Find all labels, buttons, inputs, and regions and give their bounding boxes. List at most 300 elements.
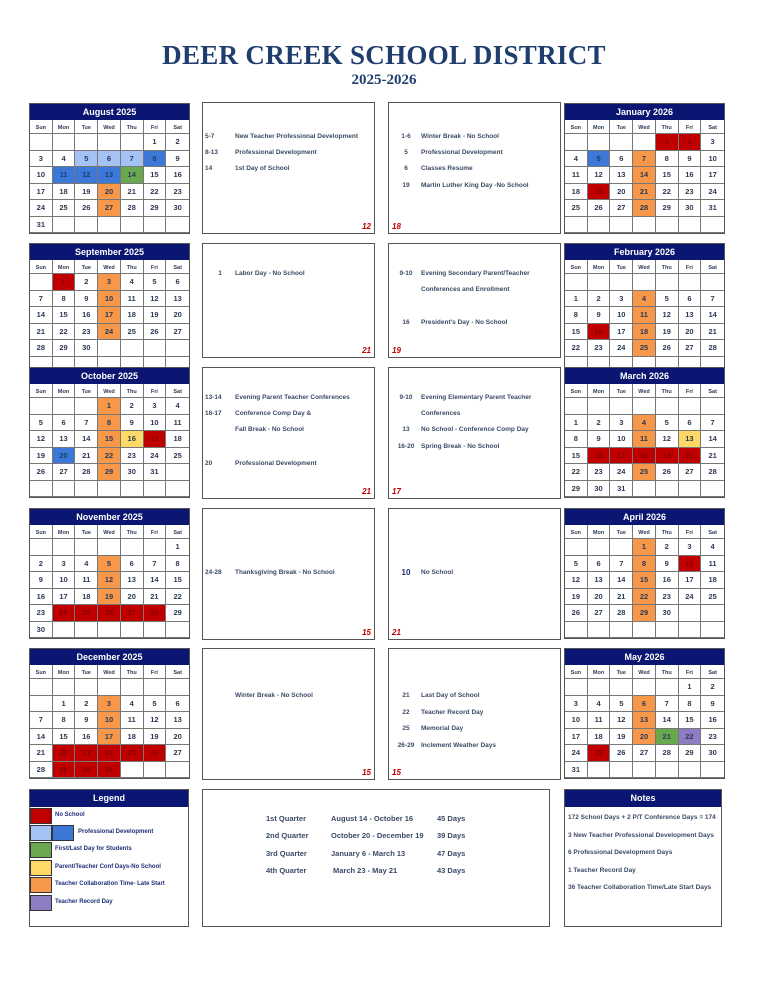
event-date: 1	[218, 270, 222, 277]
day-cell: 26	[565, 605, 588, 622]
weekday-header: Fri	[679, 260, 702, 274]
day-cell: 28	[121, 200, 144, 217]
day-cell: 12	[565, 572, 588, 589]
weekday-header: Sat	[166, 384, 189, 398]
empty-cell	[98, 217, 121, 234]
empty-cell	[121, 762, 144, 779]
empty-cell	[701, 398, 724, 415]
day-cell: 8	[144, 151, 167, 168]
event-text: Thanksgiving Break - No School	[235, 569, 335, 576]
empty-cell	[144, 679, 167, 696]
day-cell: 16	[121, 431, 144, 448]
event-text: Conferences and Enrollment	[421, 286, 510, 293]
weekday-header: Wed	[98, 665, 121, 679]
day-cell: 26	[144, 324, 167, 341]
day-cell: 10	[98, 291, 121, 308]
day-cell: 22	[98, 448, 121, 465]
day-cell: 31	[30, 217, 53, 234]
calendar-december-2025	[29, 648, 190, 779]
empty-cell	[565, 217, 588, 234]
day-cell: 1	[53, 274, 76, 291]
quarter-3-days: 47 Days	[437, 849, 466, 858]
day-cell: 17	[98, 307, 121, 324]
empty-cell	[679, 605, 702, 622]
empty-cell	[633, 217, 656, 234]
weekday-header: Sun	[565, 260, 588, 274]
day-cell: 3	[679, 539, 702, 556]
day-cell: 24	[565, 745, 588, 762]
day-cell: 27	[53, 464, 76, 481]
day-cell: 1	[53, 696, 76, 713]
weekday-header: Tue	[75, 665, 98, 679]
empty-cell	[121, 340, 144, 357]
day-cell: 19	[144, 729, 167, 746]
day-cell: 22	[565, 464, 588, 481]
day-cell: 21	[633, 184, 656, 201]
empty-cell	[30, 679, 53, 696]
weekday-header: Fri	[144, 525, 167, 539]
empty-cell	[30, 539, 53, 556]
events-september	[202, 243, 375, 358]
empty-cell	[98, 340, 121, 357]
weekday-header: Wed	[98, 120, 121, 134]
events-december	[202, 648, 375, 780]
day-cell: 16	[30, 589, 53, 606]
day-cell: 19	[610, 729, 633, 746]
event-text: Fall Break - No School	[235, 426, 304, 433]
day-cell: 1	[565, 291, 588, 308]
day-cell: 24	[610, 340, 633, 357]
quarter-3-range: January 6 - March 13	[331, 849, 406, 858]
day-cell: 24	[144, 448, 167, 465]
day-cell: 11	[588, 712, 611, 729]
event-text: New Teacher Professional Development	[235, 133, 359, 140]
day-cell: 25	[53, 200, 76, 217]
empty-cell	[633, 762, 656, 779]
weekday-header: Tue	[610, 384, 633, 398]
day-cell: 28	[701, 340, 724, 357]
day-cell: 7	[701, 415, 724, 432]
day-cell: 2	[588, 415, 611, 432]
weekday-header: Mon	[588, 665, 611, 679]
weekday-header: Sun	[565, 120, 588, 134]
empty-cell	[75, 622, 98, 639]
empty-cell	[98, 622, 121, 639]
month-title: January 2026	[565, 104, 724, 120]
month-title: November 2025	[30, 509, 189, 525]
day-cell: 27	[98, 200, 121, 217]
school-day-count: 15	[362, 768, 371, 777]
weekday-header: Fri	[144, 120, 167, 134]
weekday-header: Sat	[166, 525, 189, 539]
weekday-header: Mon	[588, 120, 611, 134]
day-cell: 11	[121, 712, 144, 729]
day-cell: 16	[588, 448, 611, 465]
empty-cell	[701, 605, 724, 622]
day-cell: 12	[144, 712, 167, 729]
day-cell: 8	[565, 307, 588, 324]
empty-cell	[588, 539, 611, 556]
school-day-count: 17	[392, 487, 401, 496]
day-cell: 12	[30, 431, 53, 448]
day-cell: 4	[701, 539, 724, 556]
day-cell: 2	[30, 556, 53, 573]
day-cell: 17	[679, 572, 702, 589]
day-cell: 17	[610, 324, 633, 341]
empty-cell	[144, 340, 167, 357]
empty-cell	[656, 622, 679, 639]
day-cell: 2	[656, 539, 679, 556]
day-cell: 15	[166, 572, 189, 589]
empty-cell	[610, 217, 633, 234]
day-cell: 25	[588, 745, 611, 762]
day-cell: 2	[166, 134, 189, 151]
quarter-1-name: 1st Quarter	[266, 814, 307, 823]
day-cell: 4	[121, 696, 144, 713]
events-october	[202, 367, 375, 499]
day-cell: 13	[679, 431, 702, 448]
day-cell: 11	[633, 431, 656, 448]
day-cell: 13	[633, 712, 656, 729]
day-cell: 26	[30, 464, 53, 481]
day-cell: 6	[98, 151, 121, 168]
event-date: 5	[404, 149, 408, 156]
event-text: Conferences	[421, 410, 461, 417]
empty-cell	[633, 274, 656, 291]
legend-title: Legend	[30, 790, 188, 807]
legend-item-teacher-record-day: Teacher Record Day	[30, 895, 188, 911]
day-cell: 4	[565, 151, 588, 168]
month-title: August 2025	[30, 104, 189, 120]
empty-cell	[30, 274, 53, 291]
day-cell: 10	[144, 415, 167, 432]
weekday-header: Mon	[588, 525, 611, 539]
day-cell: 31	[565, 762, 588, 779]
day-cell: 3	[98, 274, 121, 291]
day-cell: 23	[588, 464, 611, 481]
empty-cell	[565, 539, 588, 556]
weekday-header: Fri	[679, 665, 702, 679]
day-cell: 8	[679, 696, 702, 713]
day-cell: 10	[30, 167, 53, 184]
empty-cell	[144, 481, 167, 498]
empty-cell	[98, 481, 121, 498]
event-text: Martin Luther King Day -No School	[421, 182, 529, 189]
weekday-header: Mon	[53, 384, 76, 398]
event-text: No School	[421, 569, 454, 576]
day-cell: 9	[121, 415, 144, 432]
day-cell: 23	[679, 184, 702, 201]
calendar-september-2025	[29, 243, 190, 374]
day-cell: 18	[121, 729, 144, 746]
day-cell: 21	[656, 729, 679, 746]
day-cell: 2	[75, 696, 98, 713]
events-march	[388, 367, 561, 499]
day-cell: 25	[565, 200, 588, 217]
page-subtitle: 2025-2026	[351, 72, 417, 88]
event-date: 25	[402, 725, 410, 732]
weekday-header: Thu	[656, 120, 679, 134]
empty-cell	[53, 398, 76, 415]
month-title: February 2026	[565, 244, 724, 260]
day-cell: 31	[610, 481, 633, 498]
empty-cell	[53, 481, 76, 498]
first-last-day-swatch	[30, 842, 52, 858]
quarter-4-name: 4th Quarter	[266, 866, 307, 875]
day-cell: 30	[588, 481, 611, 498]
day-cell: 20	[166, 307, 189, 324]
day-cell: 28	[30, 762, 53, 779]
empty-cell	[701, 217, 724, 234]
empty-cell	[144, 217, 167, 234]
weekday-header: Mon	[588, 260, 611, 274]
day-cell: 4	[588, 696, 611, 713]
weekday-header: Wed	[633, 120, 656, 134]
events-april	[388, 508, 561, 640]
weekday-header: Thu	[656, 384, 679, 398]
day-cell: 16	[75, 729, 98, 746]
empty-cell	[633, 622, 656, 639]
weekday-header: Thu	[656, 665, 679, 679]
weekday-header: Tue	[610, 665, 633, 679]
calendar-november-2025	[29, 508, 190, 639]
weekday-header: Tue	[610, 260, 633, 274]
day-cell: 9	[30, 572, 53, 589]
day-cell: 9	[701, 696, 724, 713]
day-cell: 20	[633, 729, 656, 746]
day-cell: 28	[656, 745, 679, 762]
event-text: Professional Development	[235, 460, 317, 467]
day-cell: 8	[565, 431, 588, 448]
notes-title: Notes	[565, 790, 721, 807]
event-text: Memorial Day	[421, 725, 464, 732]
event-text: Evening Elementary Parent Teacher	[421, 394, 532, 401]
event-date: 8-13	[205, 149, 219, 156]
empty-cell	[588, 762, 611, 779]
note-item: 6 Professional Development Days	[568, 849, 673, 856]
day-cell: 25	[166, 448, 189, 465]
empty-cell	[75, 679, 98, 696]
weekday-header: Fri	[679, 120, 702, 134]
day-cell: 16	[701, 712, 724, 729]
event-text: 1st Day of School	[235, 165, 290, 172]
day-cell: 7	[144, 556, 167, 573]
day-cell: 18	[121, 307, 144, 324]
empty-cell	[701, 622, 724, 639]
weekday-header: Thu	[121, 384, 144, 398]
day-cell: 16	[679, 167, 702, 184]
notes-box	[564, 789, 722, 927]
event-text: Classes Resume	[421, 165, 473, 172]
no-school-swatch	[30, 808, 52, 824]
empty-cell	[121, 539, 144, 556]
day-cell: 27	[610, 200, 633, 217]
day-cell: 5	[565, 556, 588, 573]
weekday-header: Tue	[610, 525, 633, 539]
empty-cell	[588, 679, 611, 696]
weekday-header: Tue	[610, 120, 633, 134]
day-cell: 26	[98, 605, 121, 622]
event-text: Inclement Weather Days	[421, 742, 497, 749]
empty-cell	[53, 679, 76, 696]
day-cell: 9	[75, 712, 98, 729]
day-cell: 23	[30, 605, 53, 622]
day-cell: 18	[53, 184, 76, 201]
note-item: 36 Teacher Collaboration Time/Late Start Days	[568, 884, 712, 891]
empty-cell	[565, 622, 588, 639]
empty-cell	[53, 622, 76, 639]
empty-cell	[701, 274, 724, 291]
day-cell: 6	[121, 556, 144, 573]
day-cell: 20	[166, 729, 189, 746]
month-title: December 2025	[30, 649, 189, 665]
empty-cell	[166, 762, 189, 779]
weekday-header: Mon	[53, 260, 76, 274]
empty-cell	[679, 481, 702, 498]
day-cell: 24	[98, 745, 121, 762]
day-cell: 27	[166, 324, 189, 341]
weekday-header: Sun	[565, 525, 588, 539]
empty-cell	[75, 217, 98, 234]
day-cell: 9	[679, 151, 702, 168]
day-cell: 14	[144, 572, 167, 589]
calendar-august-2025	[29, 103, 190, 234]
events-august	[202, 102, 375, 234]
day-cell: 21	[610, 589, 633, 606]
weekday-header: Sun	[30, 525, 53, 539]
day-cell: 8	[98, 415, 121, 432]
day-cell: 9	[166, 151, 189, 168]
day-cell: 12	[75, 167, 98, 184]
day-cell: 5	[588, 151, 611, 168]
weekday-header: Fri	[144, 665, 167, 679]
day-cell: 22	[633, 589, 656, 606]
event-text: Winter Break - No School	[421, 133, 499, 140]
weekday-header: Fri	[144, 384, 167, 398]
weekday-header: Thu	[121, 665, 144, 679]
day-cell: 10	[53, 572, 76, 589]
empty-cell	[565, 274, 588, 291]
day-cell: 27	[633, 745, 656, 762]
empty-cell	[30, 696, 53, 713]
empty-cell	[166, 217, 189, 234]
day-cell: 18	[701, 572, 724, 589]
day-cell: 6	[679, 291, 702, 308]
empty-cell	[30, 481, 53, 498]
empty-cell	[588, 398, 611, 415]
day-cell: 5	[656, 291, 679, 308]
day-cell: 13	[166, 712, 189, 729]
day-cell: 22	[53, 745, 76, 762]
calendar-may-2026	[564, 648, 725, 779]
empty-cell	[166, 340, 189, 357]
day-cell: 14	[30, 307, 53, 324]
day-cell: 6	[610, 151, 633, 168]
page-title: DEER CREEK SCHOOL DISTRICT	[162, 40, 606, 70]
day-cell: 5	[98, 556, 121, 573]
day-cell: 20	[53, 448, 76, 465]
day-cell: 19	[656, 324, 679, 341]
day-cell: 13	[121, 572, 144, 589]
legend-item-professional-development: Professional Development	[30, 825, 188, 841]
day-cell: 27	[588, 605, 611, 622]
day-cell: 1	[633, 539, 656, 556]
day-cell: 3	[144, 398, 167, 415]
legend-item-conference-days: Parent/Teacher Conf Days-No School	[30, 860, 188, 876]
day-cell: 12	[656, 307, 679, 324]
day-cell: 17	[53, 589, 76, 606]
weekday-header: Thu	[121, 525, 144, 539]
day-cell: 14	[610, 572, 633, 589]
day-cell: 4	[53, 151, 76, 168]
day-cell: 8	[53, 712, 76, 729]
empty-cell	[75, 481, 98, 498]
weekday-header: Fri	[679, 525, 702, 539]
day-cell: 6	[166, 696, 189, 713]
empty-cell	[166, 481, 189, 498]
day-cell: 22	[53, 324, 76, 341]
day-cell: 6	[166, 274, 189, 291]
day-cell: 5	[144, 696, 167, 713]
day-cell: 3	[53, 556, 76, 573]
day-cell: 26	[144, 745, 167, 762]
weekday-header: Wed	[633, 384, 656, 398]
day-cell: 18	[166, 431, 189, 448]
events-november	[202, 508, 375, 640]
weekday-header: Mon	[53, 665, 76, 679]
day-cell: 25	[633, 464, 656, 481]
day-cell: 28	[30, 340, 53, 357]
day-cell: 30	[121, 464, 144, 481]
day-cell: 17	[565, 729, 588, 746]
weekday-header: Wed	[633, 525, 656, 539]
day-cell: 30	[75, 762, 98, 779]
school-day-count: 18	[392, 222, 401, 231]
school-day-count: 19	[392, 346, 401, 355]
empty-cell	[565, 398, 588, 415]
day-cell: 19	[565, 589, 588, 606]
day-cell: 22	[565, 340, 588, 357]
empty-cell	[610, 274, 633, 291]
day-cell: 28	[75, 464, 98, 481]
day-cell: 7	[121, 151, 144, 168]
day-cell: 20	[121, 589, 144, 606]
day-cell: 18	[565, 184, 588, 201]
day-cell: 1	[679, 679, 702, 696]
day-cell: 4	[75, 556, 98, 573]
weekday-header: Sat	[701, 120, 724, 134]
empty-cell	[610, 539, 633, 556]
empty-cell	[53, 539, 76, 556]
weekday-header: Sat	[166, 665, 189, 679]
school-day-count: 21	[392, 628, 401, 637]
legend-item-collaboration-time: Teacher Collaboration Time- Late Start	[30, 877, 188, 893]
event-date: 10	[401, 568, 411, 577]
day-cell: 5	[30, 415, 53, 432]
empty-cell	[610, 134, 633, 151]
day-cell: 29	[98, 464, 121, 481]
weekday-header: Sat	[701, 525, 724, 539]
day-cell: 24	[610, 464, 633, 481]
day-cell: 24	[98, 324, 121, 341]
day-cell: 2	[701, 679, 724, 696]
events-may	[388, 648, 561, 780]
day-cell: 12	[588, 167, 611, 184]
empty-cell	[679, 622, 702, 639]
day-cell: 25	[121, 324, 144, 341]
day-cell: 28	[701, 464, 724, 481]
calendar-april-2026	[564, 508, 725, 639]
